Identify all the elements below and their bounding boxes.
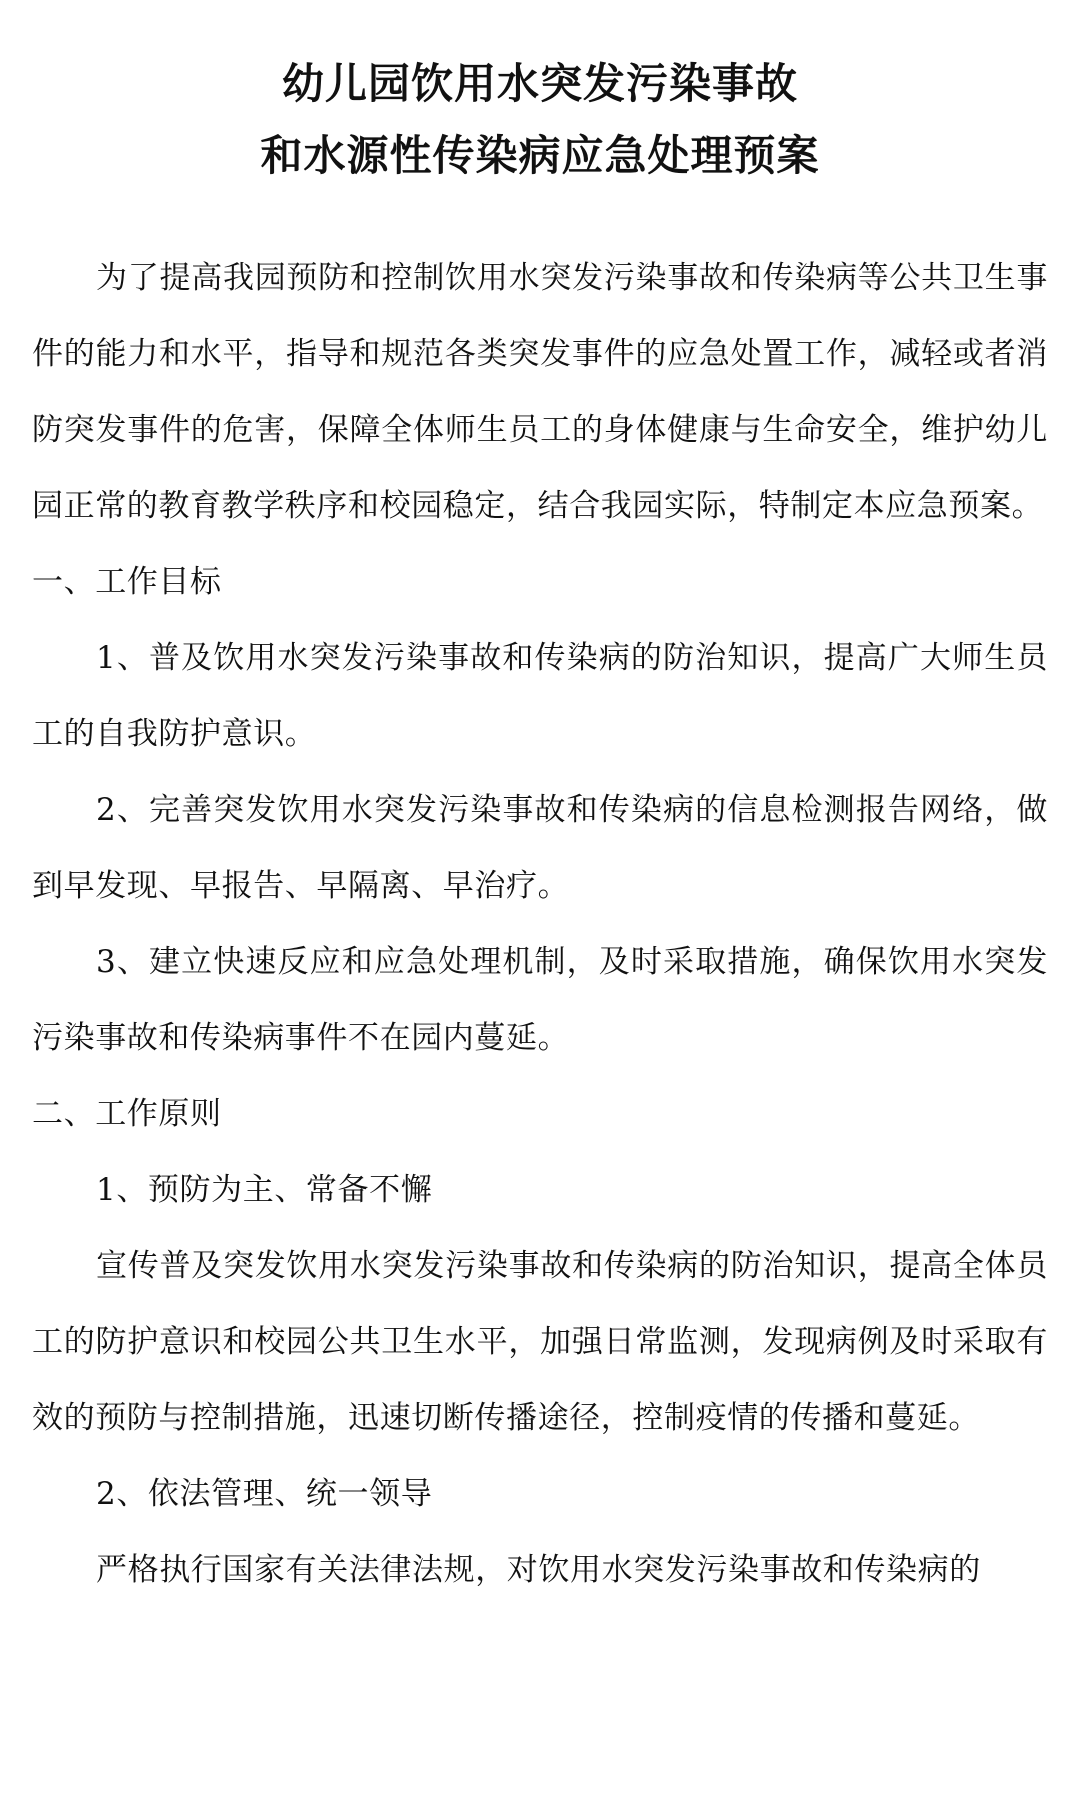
paragraph-goal-2: 2、完善突发饮用水突发污染事故和传染病的信息检测报告网络，做到早发现、早报告、早隔离、早治疗。	[32, 792, 1048, 904]
paragraph-goal-1: 1、普及饮用水突发污染事故和传染病的防治知识，提高广大师生员工的自我防护意识。	[32, 640, 1048, 752]
document-title	[0, 48, 1080, 192]
document-body	[32, 240, 1048, 1608]
paragraph-principle-2: 严格执行国家有关法律法规，对饮用水突发污染事故和传染病的	[96, 1552, 981, 1588]
title-line-2: 和水源性传染病应急处理预案	[260, 131, 820, 180]
title-line-1: 幼儿园饮用水突发污染事故	[281, 59, 798, 108]
paragraph-principle-1: 宣传普及突发饮用水突发污染事故和传染病的防治知识，提高全体员工的防护意识和校园公共卫生水平，加强日常监测，发现病例及时采取有效的预防与控制措施，迅速切断传播途径，控制疫情的传播和蔓延。	[32, 1248, 1048, 1436]
subheading-principle-1: 1、预防为主、常备不懈	[96, 1172, 433, 1208]
paragraph-intro: 为了提高我园预防和控制饮用水突发污染事故和传染病等公共卫生事件的能力和水平，指导和规范各类突发事件的应急处置工作，减轻或者消防突发事件的危害，保障全体师生员工的身体健康与生命安全，维护幼儿园正常的教育教学秩序和校园稳定，结合我园实际，特制定本应急预案。	[32, 260, 1048, 524]
paragraph-goal-3: 3、建立快速反应和应急处理机制，及时采取措施，确保饮用水突发污染事故和传染病事件不在园内蔓延。	[32, 944, 1048, 1056]
subheading-principle-2: 2、依法管理、统一领导	[96, 1476, 433, 1512]
section-heading-principles: 二、工作原则	[32, 1096, 222, 1132]
section-heading-goals: 一、工作目标	[32, 564, 222, 600]
